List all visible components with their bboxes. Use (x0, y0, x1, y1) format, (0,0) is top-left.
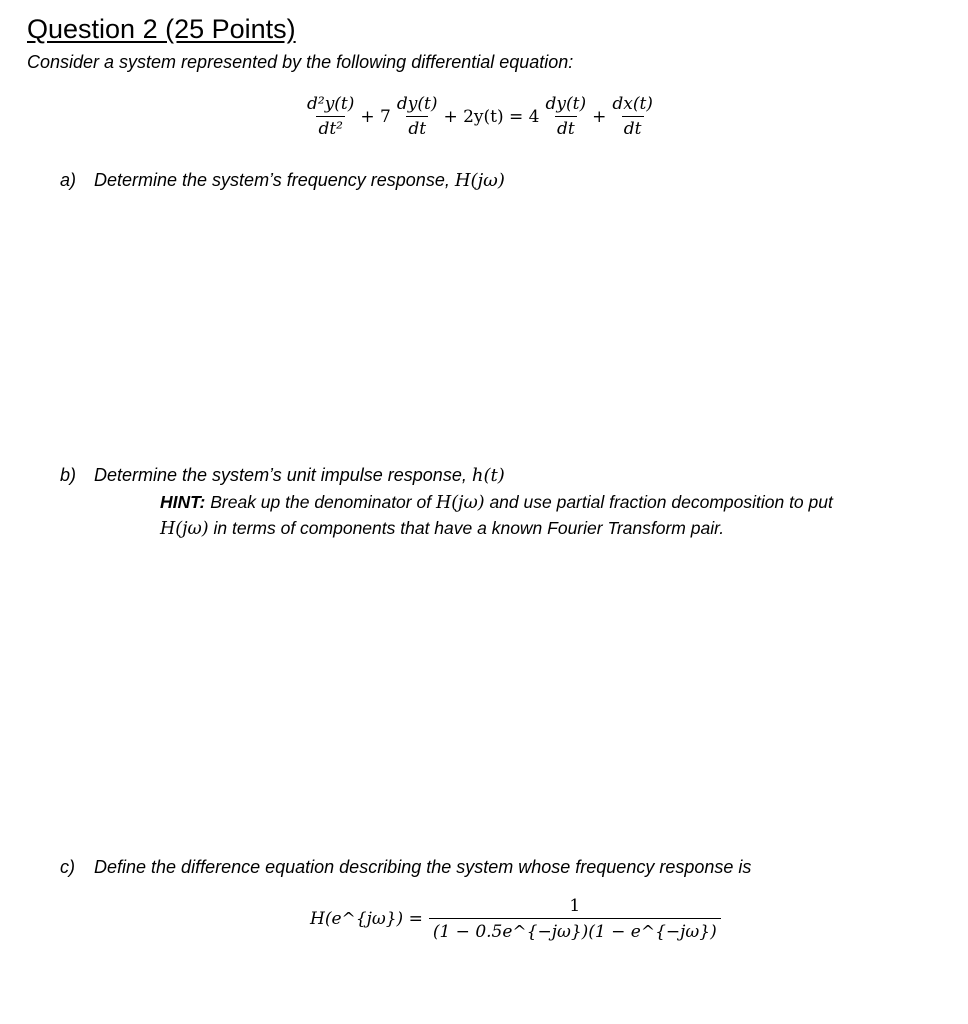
part-b-label: b) (60, 465, 77, 485)
tf-fraction (429, 896, 721, 942)
question-title: Question 2 (25 Points) (27, 14, 296, 44)
part-c-label: c) (60, 857, 75, 877)
eq-op-plus: + (592, 106, 607, 127)
term-dy-dt-2: $\frac{dy(t)}{dt}$ (545, 94, 587, 139)
part-a-question: Determine the system’s frequency response, H(jω) (94, 170, 505, 191)
part-b-question: Determine the system’s unit impulse response, h(t) (94, 465, 505, 486)
part-b-hint-line2: H(jω) in terms of components that have a known Fourier Transform pair. (160, 518, 725, 539)
tf-numerator: 1 (569, 896, 581, 916)
intro-text: Consider a system represented by the following differential equation: (27, 52, 574, 72)
part-b-hint-line1: HINT: Break up the denominator of H(jω) and use partial fraction decomposition to put (160, 492, 833, 513)
differential-equation (305, 94, 655, 139)
tf-lhs: H(e^{jω}) = (310, 909, 423, 929)
term-d2y-dt2: $\frac{\text{d²y(t)}}{\text{dt²}}$ (307, 94, 355, 139)
part-b-math: h(t) (471, 465, 505, 486)
eq-middle: + 2y(t) = 4 (443, 106, 540, 127)
part-a-math: H(jω) (454, 170, 505, 191)
tf-denominator: (1 − 0.5e^{−jω})(1 − e^{−jω}) (429, 918, 721, 942)
part-a-label: a) (60, 170, 77, 190)
part-c-question: Define the difference equation describing the system whose frequency response is (94, 857, 752, 877)
hint-label: HINT: (160, 492, 206, 512)
transfer-function-equation (310, 896, 721, 942)
term-dy-dt-1: $\frac{dy(t)}{dt}$ (396, 94, 438, 139)
eq-op-plus7: + 7 (360, 106, 391, 127)
term-dx-dt: $\frac{dx(t)}{dt}$ (612, 94, 653, 139)
